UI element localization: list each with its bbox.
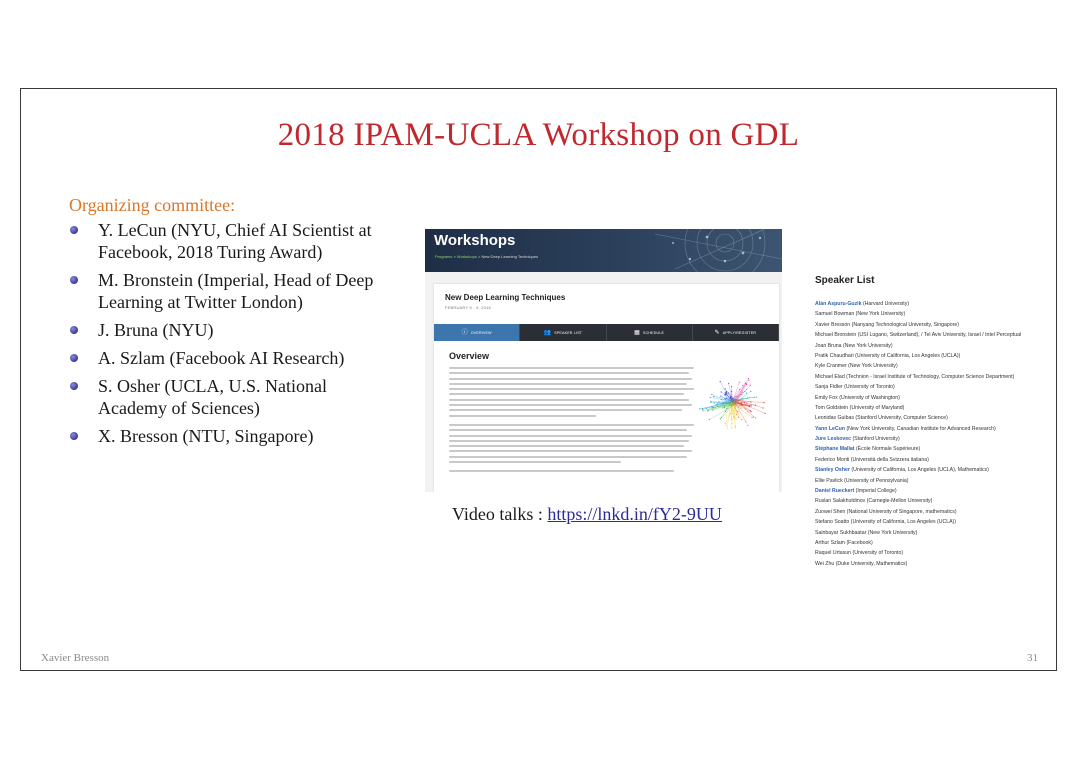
network-node: [735, 418, 736, 419]
speaker-name: Joan Bruna: [815, 342, 842, 349]
breadcrumb-workshops[interactable]: Workshops: [456, 254, 477, 259]
network-node: [742, 392, 743, 393]
speaker-affiliation: (Duke University, Mathematics): [835, 560, 908, 567]
network-node: [751, 405, 752, 406]
text-line-placeholder: [449, 393, 684, 395]
committee-member: [69, 347, 399, 369]
speaker-affiliation: (University of Maryland): [849, 404, 905, 411]
text-line-placeholder: [449, 388, 694, 390]
committee-member-text: M. Bronstein (Imperial, Head of Deep Learning at Twitter London): [98, 270, 374, 312]
network-node: [699, 408, 700, 409]
text-line-placeholder: [449, 440, 689, 442]
network-node: [745, 421, 746, 422]
network-node: [740, 408, 741, 409]
speaker-list-item: [815, 382, 1055, 392]
network-node: [742, 385, 743, 386]
network-node: [709, 397, 710, 398]
text-line-placeholder: [449, 429, 687, 431]
network-node: [730, 397, 731, 398]
tab-speaker-list[interactable]: [520, 324, 606, 341]
text-line-placeholder: [449, 372, 689, 374]
speaker-list-item: [815, 455, 1055, 465]
web-tab-bar: [434, 324, 779, 341]
speaker-list-item: [815, 548, 1055, 558]
speaker-affiliation: (Imperial College): [855, 488, 897, 495]
speaker-list-item: [815, 309, 1055, 319]
network-edge: [734, 385, 743, 399]
speaker-list-item: [815, 424, 1055, 434]
speaker-list-item: [815, 330, 1055, 340]
speaker-affiliation: (University of Toronto): [844, 384, 895, 391]
speaker-list-item: [815, 528, 1055, 538]
web-card-date: FEBRUARY 5 - 9, 2018: [445, 305, 491, 310]
network-node: [710, 401, 711, 402]
network-node: [742, 404, 743, 405]
speaker-list-item: [815, 403, 1055, 413]
web-breadcrumb: [435, 254, 538, 259]
committee-heading: Organizing committee:: [69, 195, 236, 215]
speaker-list-item: [815, 507, 1055, 517]
network-node: [745, 409, 746, 410]
network-node: [702, 409, 703, 410]
network-node: [732, 413, 733, 414]
network-node: [726, 392, 727, 393]
speaker-list-item: [815, 351, 1055, 361]
network-node: [720, 418, 721, 419]
speaker-name: Michael Elad: [815, 373, 845, 380]
text-line-placeholder: [449, 461, 621, 463]
speaker-name: Xavier Bresson: [815, 321, 851, 328]
network-node: [735, 427, 736, 428]
text-line-placeholder: [449, 415, 596, 417]
bullet-icon: [70, 276, 78, 284]
network-node: [746, 393, 747, 394]
network-node: [762, 407, 763, 408]
video-talks-link[interactable]: https://lnkd.in/fY2-9UU: [547, 504, 722, 524]
network-node: [746, 389, 747, 390]
text-line-placeholder: [449, 456, 687, 458]
committee-list: [69, 219, 399, 453]
committee-member-text: A. Szlam (Facebook AI Research): [98, 348, 345, 368]
speaker-list-item: [815, 538, 1055, 548]
network-node: [716, 404, 717, 405]
network-node: [731, 427, 732, 428]
speaker-affiliation: (Harvard University): [862, 301, 910, 307]
speaker-list-item: [815, 393, 1055, 403]
committee-member-text: S. Osher (UCLA, U.S. National Academy of Sciences): [98, 376, 327, 418]
network-node: [725, 415, 726, 416]
text-line-placeholder: [449, 409, 682, 411]
committee-member: [69, 219, 399, 263]
video-talks: [452, 504, 722, 525]
committee-member-text: J. Bruna (NYU): [98, 320, 214, 340]
bullet-icon: [70, 226, 78, 234]
calendar-icon: ▦: [634, 329, 640, 336]
edit-icon: ✎: [714, 329, 720, 336]
network-node: [726, 398, 727, 399]
speaker-list-item: [815, 465, 1055, 475]
network-node: [711, 407, 712, 408]
speaker-name: Ellie Pavlick: [815, 477, 843, 484]
speaker-affiliation: (University of California, Los Angeles (UCLA), Mathematics): [851, 467, 989, 474]
speaker-name[interactable]: Daniel Rueckert: [815, 488, 855, 495]
text-line-placeholder: [449, 404, 692, 406]
web-card-title: New Deep Learning Techniques: [445, 293, 566, 302]
network-node: [703, 410, 704, 411]
tab-label: APPLY/REGISTER: [722, 330, 757, 335]
network-node: [750, 410, 751, 411]
web-content-card: [434, 284, 779, 492]
network-node: [731, 391, 732, 392]
network-node: [726, 408, 727, 409]
network-node: [738, 407, 739, 408]
network-node: [750, 411, 751, 412]
network-node: [722, 407, 723, 408]
network-node: [720, 391, 721, 392]
bullet-icon: [70, 432, 78, 440]
network-node: [751, 417, 752, 418]
speaker-name: Raquel Urtasun: [815, 550, 852, 557]
breadcrumb-current: New Deep Learning Techniques: [481, 254, 539, 259]
committee-member-text: Y. LeCun (NYU, Chief AI Scientist at Facebook, 2018 Turing Award): [98, 220, 372, 262]
speaker-name: Sainbayar Sukhbaatar: [815, 529, 867, 536]
text-line-placeholder: [449, 450, 692, 452]
network-node: [736, 414, 737, 415]
page-number: 31: [1027, 652, 1038, 664]
overview-text-block: [449, 367, 694, 476]
speaker-affiliation: (New York University): [867, 529, 918, 536]
network-node: [748, 378, 749, 379]
speaker-name: Wei Zhu: [815, 560, 835, 567]
slide: [20, 88, 1057, 671]
bullet-icon: [70, 382, 78, 390]
workshop-webpage-screenshot: [425, 229, 782, 492]
bullet-icon: [70, 354, 78, 362]
network-node: [709, 419, 710, 420]
network-node: [728, 392, 729, 393]
tab-overview[interactable]: [434, 324, 520, 341]
network-node: [756, 396, 757, 397]
speaker-list-item: [815, 444, 1055, 454]
network-node: [724, 407, 725, 408]
tab-label: SCHEDULE: [642, 330, 665, 335]
speaker-list-item: [815, 476, 1055, 486]
speaker-affiliation: (National University of Singapore, mathematics): [846, 508, 957, 515]
speaker-name: Kyle Cranmer: [815, 363, 847, 370]
text-line-placeholder: [449, 383, 687, 385]
breadcrumb-separator: >: [477, 254, 482, 259]
speaker-list-item: [815, 496, 1055, 506]
speaker-affiliation: (University of Pennsylvania): [844, 477, 909, 484]
network-node: [720, 381, 721, 382]
speaker-affiliation: (Nanyang Technological University, Singapore): [851, 321, 960, 328]
speaker-list-item: [815, 434, 1055, 444]
speaker-name: Federico Monti: [815, 456, 850, 463]
speaker-affiliation: (New York University): [848, 363, 898, 370]
network-node: [753, 416, 754, 417]
network-node: [745, 405, 746, 406]
web-banner-title: Workshops: [434, 232, 516, 249]
network-node: [725, 388, 726, 389]
committee-member: [69, 375, 399, 419]
speaker-affiliation: (University of California, Los Angeles (UCLA)): [850, 519, 957, 526]
network-graph-image: [694, 362, 774, 442]
committee-member-text: X. Bresson (NTU, Singapore): [98, 426, 314, 446]
speaker-list-item: [815, 361, 1055, 371]
speaker-name: Emily Fox: [815, 394, 838, 401]
text-line-placeholder: [449, 435, 692, 437]
tab-label: SPEAKER LIST: [554, 330, 583, 335]
speaker-name: Michael Bronstein: [815, 332, 857, 339]
network-node: [738, 417, 739, 418]
network-node: [741, 419, 742, 420]
tab-apply-register[interactable]: [693, 324, 779, 341]
network-node: [725, 425, 726, 426]
bullet-icon: [70, 326, 78, 334]
network-node: [747, 425, 748, 426]
breadcrumb-programs[interactable]: Programs: [435, 254, 453, 259]
people-icon: 👥: [543, 329, 552, 336]
speaker-list: [815, 299, 1055, 569]
committee-member: [69, 425, 399, 447]
speaker-name: Ruslan Salakhutdinov: [815, 498, 866, 505]
network-node: [765, 413, 766, 414]
network-node: [748, 379, 749, 380]
speaker-name: Pratik Chaudhari: [815, 352, 854, 359]
speaker-name: Stefano Soatto: [815, 519, 850, 526]
speaker-affiliation: (New York University): [855, 311, 906, 318]
speaker-affiliation: (Università della Svizzera italiana): [850, 456, 929, 463]
speaker-affiliation: (Stanford University, Computer Science): [855, 415, 948, 422]
speaker-list-item: [815, 372, 1055, 382]
network-node: [730, 413, 731, 414]
committee-member: [69, 269, 399, 313]
speaker-name: Arthur Szlam: [815, 539, 845, 546]
speaker-affiliation: (Technion - Israel Institute of Technology, Computer Science Department): [846, 373, 1015, 380]
speaker-list-item: [815, 341, 1055, 351]
network-node: [725, 423, 726, 424]
network-node: [750, 391, 751, 392]
speaker-name: Sanja Fidler: [815, 384, 843, 391]
network-node: [731, 419, 732, 420]
web-overview-title: Overview: [449, 351, 490, 361]
text-line-placeholder: [449, 399, 689, 401]
speaker-name: Tom Goldstein: [815, 404, 849, 411]
speaker-name[interactable]: Jure Leskovec: [815, 436, 852, 443]
speaker-list-item: [815, 320, 1055, 330]
slide-title: 2018 IPAM-UCLA Workshop on GDL: [277, 117, 800, 153]
text-line-placeholder: [449, 367, 694, 369]
network-node: [728, 383, 729, 384]
network-node: [749, 405, 750, 406]
tab-schedule[interactable]: [607, 324, 693, 341]
web-banner: [425, 229, 782, 272]
text-line-placeholder: [449, 445, 684, 447]
text-line-placeholder: [449, 378, 692, 380]
tab-label: OVERVIEW: [470, 330, 492, 335]
network-node: [755, 417, 756, 418]
speaker-name: Zuowei Shen: [815, 508, 846, 515]
speaker-affiliation: (Carnegie-Mellon University): [866, 498, 933, 505]
network-node: [737, 411, 738, 412]
video-talks-label: Video talks :: [452, 504, 543, 524]
speaker-affiliation: (USI Lugano, Switzerland), / Tel Aviv University, Israel / Intel Perceptual: [857, 332, 1022, 339]
network-node: [763, 402, 764, 403]
network-node: [750, 385, 751, 386]
network-node: [733, 416, 734, 417]
speaker-list-item: [815, 517, 1055, 527]
network-node: [727, 427, 728, 428]
text-line-placeholder: [449, 470, 674, 472]
speaker-name: Leonidas Guibas: [815, 415, 854, 422]
speaker-affiliation: (University of California, Los Angeles (UCLA)): [855, 352, 961, 359]
speaker-affiliation: (New York University): [843, 342, 893, 349]
network-node: [712, 410, 713, 411]
footer-author: Xavier Bresson: [41, 652, 110, 664]
speaker-affiliation: (Stanford University): [852, 436, 900, 443]
info-icon: ⓘ: [461, 329, 468, 336]
speaker-list-item: [815, 413, 1055, 423]
breadcrumb-separator: >: [453, 254, 457, 259]
speaker-name[interactable]: Stanley Osher: [815, 467, 850, 474]
network-node: [739, 382, 740, 383]
speaker-name[interactable]: Yann LeCun: [815, 425, 845, 432]
speaker-affiliation: (University of Toronto): [852, 550, 904, 557]
speaker-list-item: [815, 559, 1055, 569]
text-line-placeholder: [449, 424, 694, 426]
network-node: [731, 405, 732, 406]
speaker-name[interactable]: Alán Aspuru-Guzik: [815, 301, 862, 307]
speaker-affiliation: (Facebook): [846, 539, 873, 546]
network-node: [711, 394, 712, 395]
network-node: [731, 386, 732, 387]
speaker-list-heading: Speaker List: [815, 275, 875, 286]
speaker-list-item: [815, 299, 1055, 309]
network-node: [722, 403, 723, 404]
speaker-name: Samuel Bowman: [815, 311, 855, 318]
speaker-name[interactable]: Stéphane Mallat: [815, 446, 855, 453]
network-node: [720, 395, 721, 396]
speaker-affiliation: (University of Washington): [839, 394, 900, 401]
speaker-affiliation: (École Normale Supérieure): [855, 446, 921, 453]
network-node: [713, 396, 714, 397]
speaker-affiliation: (New York University, Canadian Institute for Advanced Research): [846, 425, 996, 432]
committee-member: [69, 319, 399, 341]
speaker-list-item: [815, 486, 1055, 496]
network-node: [707, 410, 708, 411]
